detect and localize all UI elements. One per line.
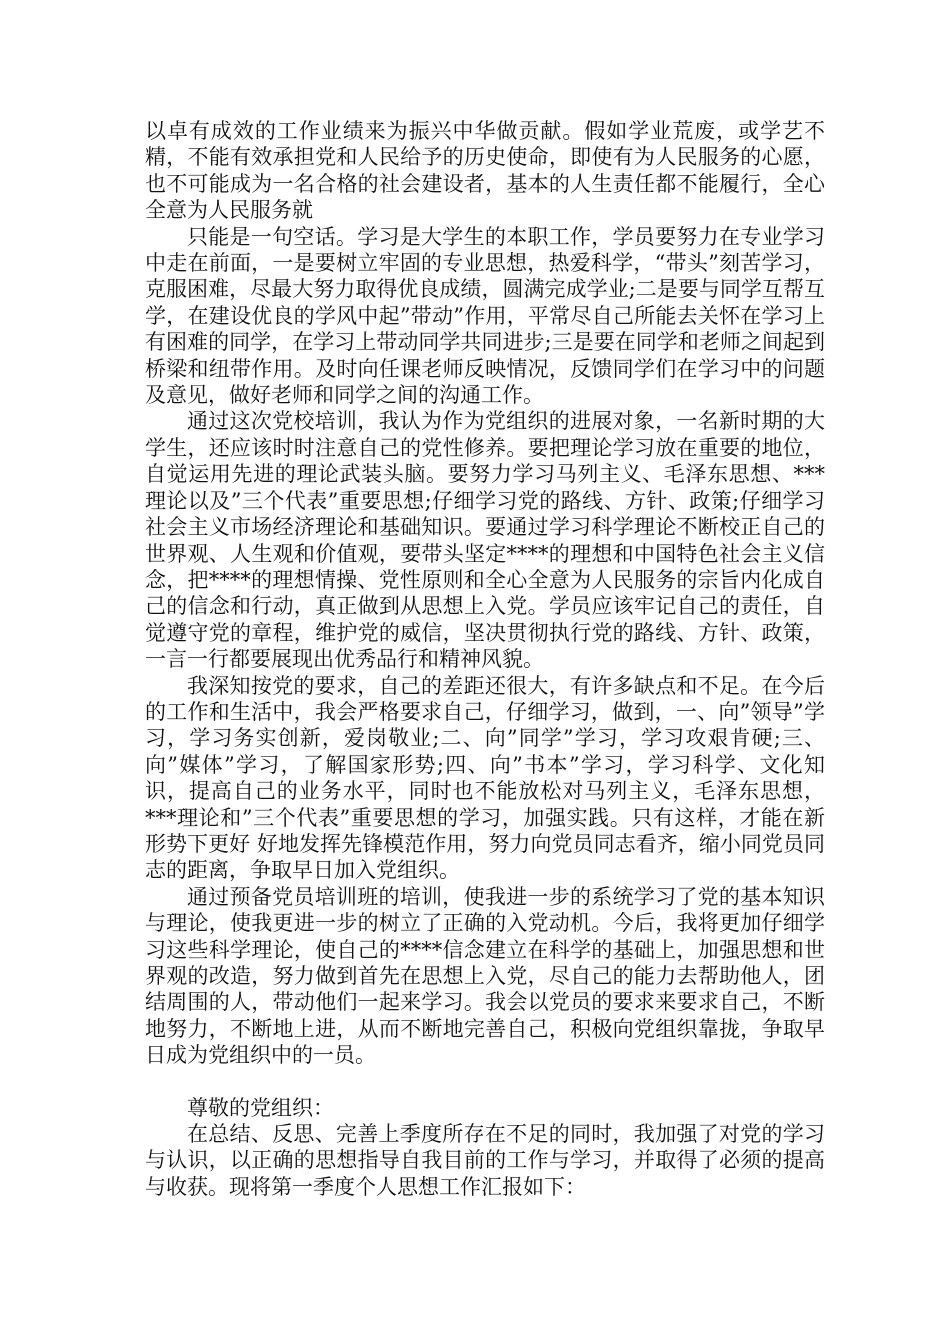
paragraph-3: 通过这次党校培训，我认为作为党组织的进展对象，一名新时期的大学生，还应该时时注意自己的党性修养。要把理论学习放在重要的地位，自觉运用先进的理论武装头脑。要努力学习马列主义、毛泽东思想、***理论以及”三个代表”重要思想;仔细学习党的路线、方针、政策;仔细学习社会主义市场经济理论和基础知识。要通过学习科学理论不断校正自己的世界观、人生观和价值观，要带头坚定****的理想和中国特色社会主义信念，把****的理想情操、党性原则和全心全意为人民服务的宗旨内化成自己的信念和行动，真正做到从思想上入党。学员应该牢记自己的责任，自觉遵守党的章程，维护党的威信，坚决贯彻执行党的路线、方针、政策，一言一行都要展现出优秀品行和精神风貌。 <box>145 409 825 672</box>
paragraph-2: 只能是一句空话。学习是大学生的本职工作，学员要努力在专业学习中走在前面，一是要树立牢固的专业思想，热爱科学，“带头”刻苦学习，克服困难，尽最大努力取得优良成绩，圆满完成学业;二是要与同学互帮互学，在建设优良的学风中起”带动”作用，平常尽自己所能去关怀在学习上有困难的同学，在学习上带动同学共同进步;三是要在同学和老师之间起到桥梁和纽带作用。及时向任课老师反映情况，反馈同学们在学习中的问题及意见，做好老师和同学之间的沟通工作。 <box>145 224 825 408</box>
paragraph-5: 通过预备党员培训班的培训，使我进一步的系统学习了党的基本知识与理论，使我更进一步的树立了正确的入党动机。今后，我将更加仔细学习这些科学理论，使自己的****信念建立在科学的基础上，加强思想和世界观的改造，努力做到首先在思想上入党，尽自己的能力去帮助他人，团结周围的人，带动他们一起来学习。我会以党员的要求来要求自己，不断地努力，不断地上进，从而不断地完善自己，积极向党组织靠拢，争取早日成为党组织中的一员。 <box>145 884 825 1068</box>
salutation: 尊敬的党组织： <box>187 1095 334 1120</box>
document-body <box>145 118 825 1200</box>
paragraph-4: 我深知按党的要求，自己的差距还很大，有许多缺点和不足。在今后的工作和生活中，我会严格要求自己，仔细学习，做到，一、向”领导”学习，学习务实创新，爱岗敬业;二、向”同学”学习，学习攻艰肯硬;三、向”媒体”学习，了解国家形势;四、向”书本”学习，学习科学、文化知识，提高自己的业务水平，同时也不能放松对马列主义，毛泽东思想，***理论和”三个代表”重要思想的学习，加强实践。只有这样，才能在新形势下更好 好地发挥先锋模范作用，努力向党员同志看齐，缩小同党员同志的距离，争取早日加入党组织。 <box>145 673 825 883</box>
paragraph-7: 在总结、反思、完善上季度所存在不足的同时，我加强了对党的学习与认识，以正确的思想指导自我目前的工作与学习，并取得了必须的提高与收获。现将第一季度个人思想工作汇报如下： <box>145 1122 825 1199</box>
paragraph-1: 以卓有成效的工作业绩来为振兴中华做贡献。假如学业荒废，或学艺不精，不能有效承担党和人民给予的历史使命，即使有为人民服务的心愿，也不可能成为一名合格的社会建设者，基本的人生责任都不能履行，全心全意为人民服务就 <box>145 119 825 223</box>
